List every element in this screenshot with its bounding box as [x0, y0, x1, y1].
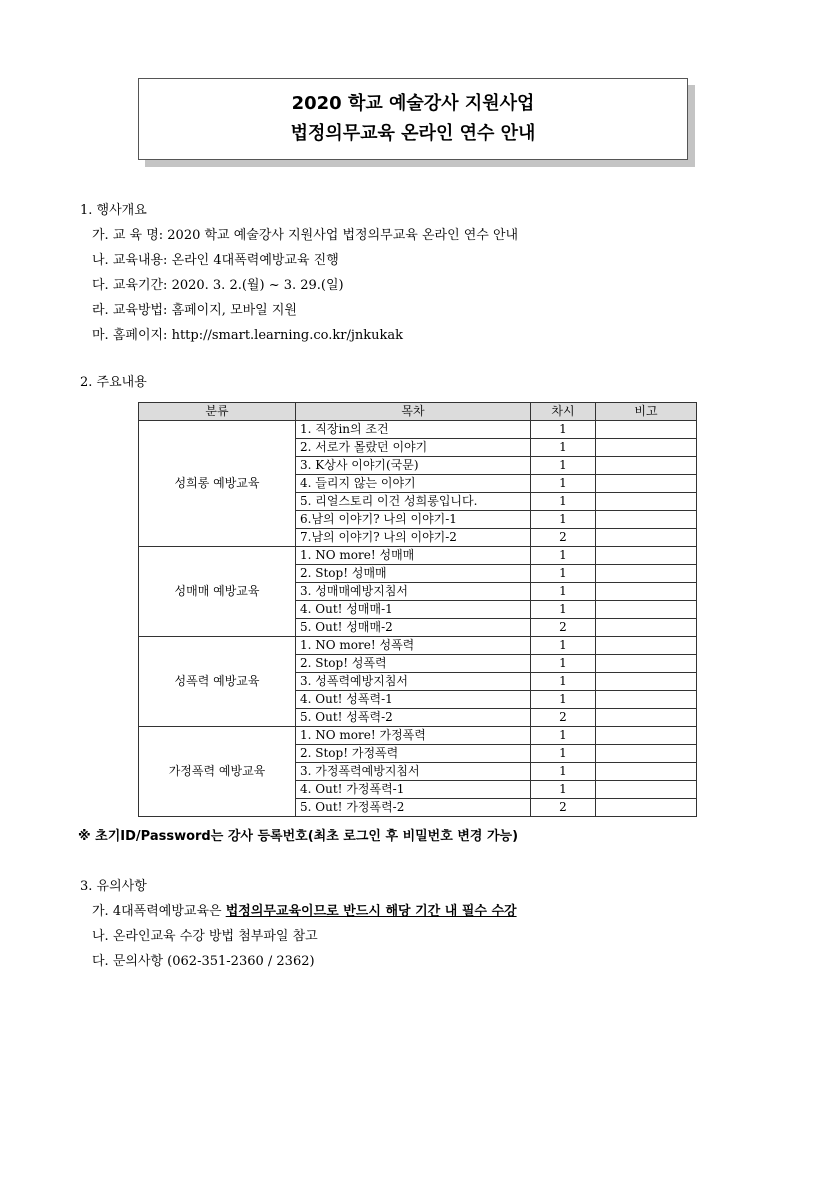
caution-item-1-prefix: 가. 4대폭력예방교육은 [92, 904, 226, 919]
note-cell [596, 745, 697, 763]
count-cell: 1 [531, 637, 596, 655]
note-cell [596, 493, 697, 511]
overview-heading: 1. 행사개요 [80, 203, 147, 218]
login-note: ※ 초기ID/Password는 강사 등록번호(최초 로그인 후 비밀번호 변경 가능) [78, 829, 519, 844]
table-row [139, 547, 697, 565]
note-cell [596, 781, 697, 799]
note-cell [596, 421, 697, 439]
count-cell: 2 [531, 529, 596, 547]
table-row [139, 421, 697, 439]
item-cell: 4. 들리지 않는 이야기 [296, 475, 531, 493]
count-cell: 1 [531, 583, 596, 601]
item-cell: 4. Out! 성폭력-1 [296, 691, 531, 709]
note-cell [596, 619, 697, 637]
item-cell: 5. Out! 가정폭력-2 [296, 799, 531, 817]
category-cell: 성매매 예방교육 [139, 547, 296, 637]
caution-item-1-emphasis: 법정의무교육이므로 반드시 해당 기간 내 필수 수강 [225, 904, 517, 919]
count-cell: 2 [531, 619, 596, 637]
note-cell [596, 799, 697, 817]
note-cell [596, 601, 697, 619]
item-cell: 3. K상사 이야기(국문) [296, 457, 531, 475]
count-cell: 1 [531, 655, 596, 673]
overview-item: 라. 교육방법: 홈페이지, 모바일 지원 [92, 303, 297, 318]
note-cell [596, 673, 697, 691]
count-cell: 1 [531, 565, 596, 583]
note-cell [596, 457, 697, 475]
category-cell: 성희롱 예방교육 [139, 421, 296, 547]
header-note: 비고 [596, 403, 697, 421]
note-cell [596, 547, 697, 565]
overview-item: 나. 교육내용: 온라인 4대폭력예방교육 진행 [92, 253, 339, 268]
note-cell [596, 511, 697, 529]
count-cell: 1 [531, 601, 596, 619]
note-cell [596, 439, 697, 457]
item-cell: 2. 서로가 몰랐던 이야기 [296, 439, 531, 457]
count-cell: 1 [531, 511, 596, 529]
count-cell: 1 [531, 673, 596, 691]
item-cell: 7.남의 이야기? 나의 이야기-2 [296, 529, 531, 547]
note-cell [596, 691, 697, 709]
note-cell [596, 655, 697, 673]
item-cell: 4. Out! 가정폭력-1 [296, 781, 531, 799]
item-cell: 3. 성매매예방지침서 [296, 583, 531, 601]
contents-section [80, 370, 147, 395]
title-line-1: 2020 학교 예술강사 지원사업 [291, 93, 535, 114]
count-cell: 1 [531, 745, 596, 763]
item-cell: 5. 리얼스토리 이건 성희롱입니다. [296, 493, 531, 511]
overview-item: 가. 교 육 명: 2020 학교 예술강사 지원사업 법정의무교육 온라인 연수 안내 [92, 228, 519, 243]
overview-section [80, 198, 518, 348]
contents-heading: 2. 주요내용 [80, 375, 147, 390]
note-cell [596, 763, 697, 781]
item-cell: 1. NO more! 성매매 [296, 547, 531, 565]
caution-item-3: 다. 문의사항 (062-351-2360 / 2362) [92, 954, 315, 969]
count-cell: 1 [531, 727, 596, 745]
count-cell: 1 [531, 475, 596, 493]
cautions-section [80, 874, 517, 974]
table-header-row [139, 403, 697, 421]
item-cell: 2. Stop! 성폭력 [296, 655, 531, 673]
item-cell: 3. 성폭력예방지침서 [296, 673, 531, 691]
count-cell: 1 [531, 781, 596, 799]
count-cell: 2 [531, 709, 596, 727]
overview-item-homepage: 마. 홈페이지: http://smart.learning.co.kr/jnkukak [92, 328, 403, 343]
item-cell: 1. 직장in의 조건 [296, 421, 531, 439]
header-item: 목차 [296, 403, 531, 421]
note-cell [596, 727, 697, 745]
count-cell: 1 [531, 457, 596, 475]
item-cell: 5. Out! 성매매-2 [296, 619, 531, 637]
note-cell [596, 709, 697, 727]
category-cell: 가정폭력 예방교육 [139, 727, 296, 817]
count-cell: 1 [531, 421, 596, 439]
count-cell: 1 [531, 547, 596, 565]
note-cell [596, 475, 697, 493]
header-category: 분류 [139, 403, 296, 421]
item-cell: 6.남의 이야기? 나의 이야기-1 [296, 511, 531, 529]
table-row [139, 727, 697, 745]
title-line-2: 법정의무교육 온라인 연수 안내 [290, 123, 536, 144]
item-cell: 3. 가정폭력예방지침서 [296, 763, 531, 781]
caution-item-1 [80, 899, 517, 924]
overview-item: 다. 교육기간: 2020. 3. 2.(월) ~ 3. 29.(일) [92, 278, 344, 293]
count-cell: 1 [531, 439, 596, 457]
category-cell: 성폭력 예방교육 [139, 637, 296, 727]
note-cell [596, 583, 697, 601]
note-cell [596, 565, 697, 583]
table-row [139, 637, 697, 655]
table-body [139, 421, 697, 817]
item-cell: 2. Stop! 성매매 [296, 565, 531, 583]
count-cell: 1 [531, 763, 596, 781]
contents-table [138, 402, 697, 817]
count-cell: 2 [531, 799, 596, 817]
header-count: 차시 [531, 403, 596, 421]
count-cell: 1 [531, 691, 596, 709]
caution-item-2: 나. 온라인교육 수강 방법 첨부파일 참고 [92, 929, 318, 944]
item-cell: 1. NO more! 가정폭력 [296, 727, 531, 745]
item-cell: 4. Out! 성매매-1 [296, 601, 531, 619]
count-cell: 1 [531, 493, 596, 511]
cautions-heading: 3. 유의사항 [80, 879, 147, 894]
note-cell [596, 529, 697, 547]
item-cell: 5. Out! 성폭력-2 [296, 709, 531, 727]
document-title-box [138, 78, 688, 160]
note-cell [596, 637, 697, 655]
item-cell: 1. NO more! 성폭력 [296, 637, 531, 655]
item-cell: 2. Stop! 가정폭력 [296, 745, 531, 763]
